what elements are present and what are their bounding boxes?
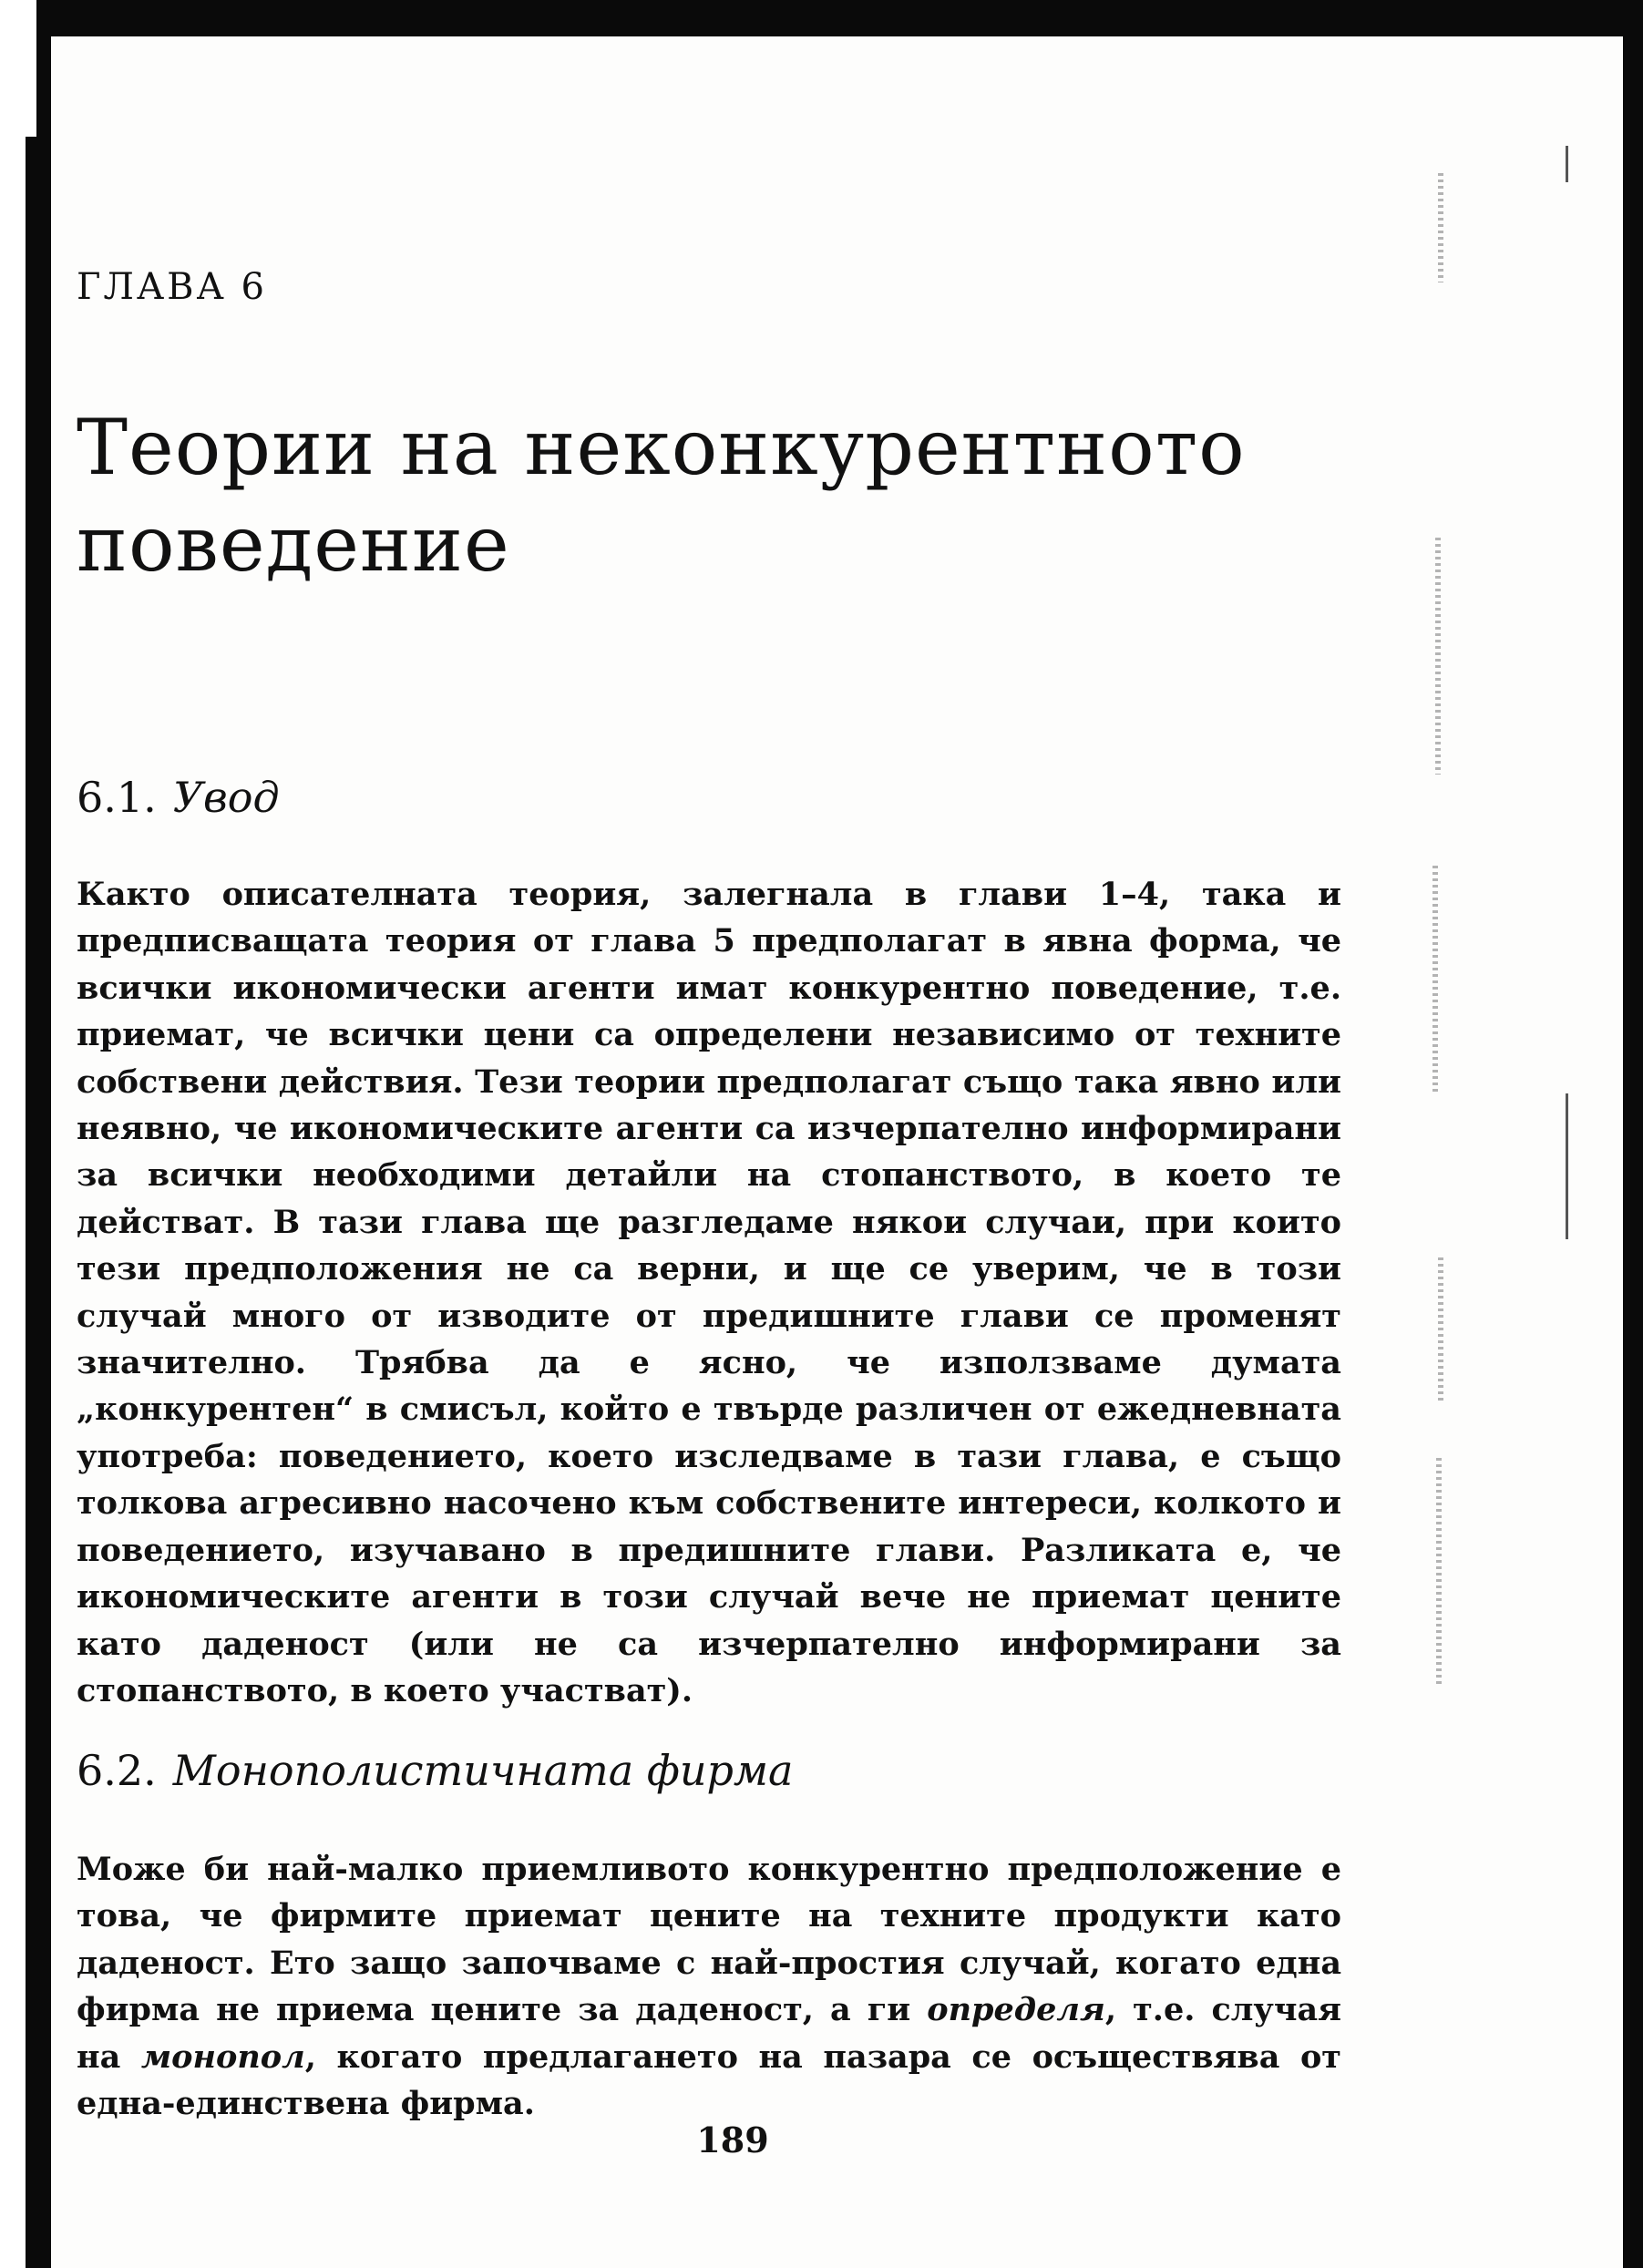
chapter-label: ГЛАВА 6 [77, 266, 268, 308]
emphasized-term: определя [927, 1991, 1105, 2029]
scan-border-top [0, 0, 1643, 36]
margin-rule [1566, 1093, 1568, 1239]
paragraph-text: Може би най-малко приемливото конкурентно предположение е това, че фирмите приемат цените на техните продукти като даденост. Ето защо започваме с най-простия случай, когато една фирма не приема цените за даденост, а ги [77, 1851, 1341, 2029]
section-number: 6.2. [77, 1746, 157, 1795]
page-number: 189 [696, 2119, 769, 2160]
chapter-title: Теории на неконкурентното поведение [77, 403, 1246, 589]
emphasized-term: монопол [140, 2037, 305, 2076]
section-heading-monopoly [77, 1746, 793, 1795]
monopoly-paragraph [77, 1846, 1341, 2127]
margin-noise [1438, 173, 1443, 282]
margin-noise [1436, 1458, 1442, 1686]
margin-noise [1438, 1257, 1443, 1403]
scan-border-right [1623, 0, 1643, 2268]
scan-border-corner [0, 0, 36, 137]
margin-rule [1566, 146, 1568, 182]
intro-paragraph: Както описателната теория, залегнала в глави 1–4, така и предписващата теория от глава 5 предполагат в явна форма, че всички икономически агенти имат конкурентно поведение, т.е. приемат, че всички цени са определени независимо от техните собствени действия. Тези теории предполагат също така явно или неявно, че икономическите агенти са изчерпателно информирани за всички необходими детайли на стопанството, в което те действат. В тази глава ще разгледаме някои случаи, при които тези предположения не са верни, и ще се уверим, че в този случай много от изводите от предишните глави се променят значително. Трябва да е ясно, че използваме думата „конкурентен“ в смисъл, който е твърде различен от ежедневната употреба: поведението, което изследваме в тази глава, е също толкова агресивно насочено към собствените интереси, колкото и поведението, изучавано в предишните глави. Разликата е, че икономическите агенти в този случай вече не приемат цените като даденост (или не са изчерпателно информирани за стопанството, в което участват). [77, 876, 1341, 1709]
section-heading-intro [77, 773, 280, 822]
section-title: Увод [172, 773, 280, 822]
section-number: 6.1. [77, 773, 157, 822]
margin-noise [1432, 866, 1438, 1093]
paragraph-text: , когато предлагането на пазара се осъществява от една-единствена фирма. [77, 2037, 1341, 2123]
paragraph-text: , т.е. случая на [77, 1991, 1341, 2076]
section-title: Монополистичната фирма [172, 1746, 794, 1795]
scan-border-left [0, 0, 51, 2268]
margin-noise [1435, 538, 1441, 775]
